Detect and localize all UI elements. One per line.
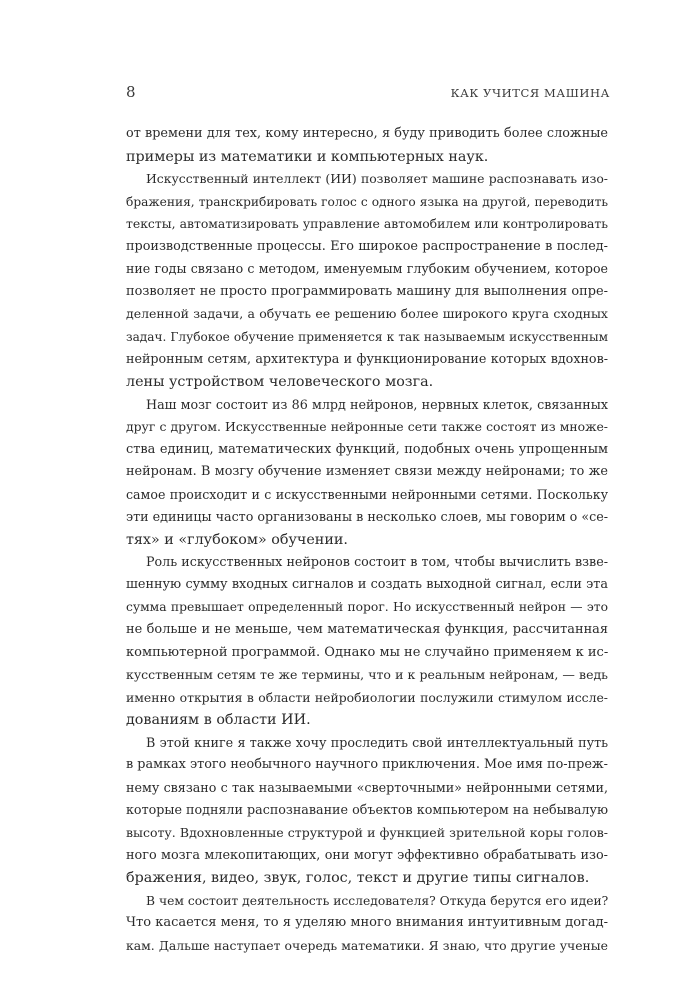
text-line: Искусственный интеллект (ИИ) позволяет машине распознавать изо-	[146, 171, 608, 187]
text-line: производственные процессы. Его широкое распространение в послед-	[126, 238, 608, 254]
text-line: самое происходит и с искусственными нейронными сетями. Поскольку	[126, 486, 608, 502]
text-line: дованиям в области ИИ.	[126, 712, 311, 729]
body-text	[126, 123, 608, 957]
text-line: Роль искусственных нейронов состоит в том, чтобы вычислить взве-	[146, 554, 608, 570]
text-line: не больше и не меньше, чем математическая функция, рассчитанная	[126, 622, 608, 638]
text-line: кусственным сетям те же термины, что и к реальным нейронам, — ведь	[126, 667, 608, 683]
text-line: которые подняли распознавание объектов компьютером на небывалую	[126, 802, 608, 818]
text-line: лены устройством человеческого мозга.	[126, 374, 434, 391]
text-line: нему связано с так называемыми «сверточными» нейронными сетями,	[126, 779, 608, 795]
text-line: сумма превышает определенный порог. Но искусственный нейрон — это	[126, 600, 608, 615]
text-line: нейронным сетям, архитектура и функционирование которых вдохнов-	[126, 351, 608, 367]
text-line: ние годы связано с методом, именуемым глубоким обучением, которое	[126, 261, 608, 277]
text-line: друг с другом. Искусственные нейронные сети также состоят из множе-	[126, 419, 608, 435]
text-line: тексты, автоматизировать управление автомобилем или контролировать	[126, 216, 608, 232]
text-line: Наш мозг состоит из 86 млрд нейронов, нервных клеток, связанных	[146, 396, 608, 412]
text-line: В этой книге я также хочу проследить свой интеллектуальный путь	[146, 734, 608, 750]
text-line: нейронам. В мозгу обучение изменяет связи между нейронами; то же	[126, 464, 608, 480]
text-line: бражения, транскрибировать голос с одного языка на другой, переводить	[126, 194, 608, 209]
text-line: ства единиц, математических функций, подобных очень упрощенным	[126, 441, 608, 457]
text-line: позволяет не просто программировать машину для выполнения опре-	[126, 283, 608, 299]
text-line: кам. Дальше наступает очередь математики. Я знаю, что другие ученые	[126, 937, 608, 953]
text-line: высоту. Вдохновленные структурой и функцией зрительной коры голов-	[126, 824, 608, 840]
text-line: эти единицы часто организованы в несколько слоев, мы говорим о «се-	[126, 509, 608, 525]
text-line: тях» и «глубоком» обучении.	[126, 531, 348, 548]
text-line: бражения, видео, звук, голос, текст и другие типы сигналов.	[126, 870, 590, 887]
text-line: шенную сумму входных сигналов и создать выходной сигнал, если эта	[126, 576, 608, 592]
text-line: ного мозга млекопитающих, они могут эффективно обрабатывать изо-	[126, 847, 608, 863]
running-title: КАК УЧИТСЯ МАШИНА	[450, 86, 610, 100]
text-line: именно открытия в области нейробиологии послужили стимулом иссле-	[126, 689, 608, 705]
text-line: компьютерной программой. Однако мы не случайно применяем к ис-	[126, 644, 609, 660]
text-line: Что касается меня, то я уделяю много внимания интуитивным догад-	[126, 915, 608, 931]
text-line: задач. Глубокое обучение применяется к так называемым искусственным	[126, 329, 608, 344]
text-line: В чем состоит деятельность исследователя? Откуда берутся его идеи?	[146, 893, 609, 908]
text-line: от времени для тех, кому интересно, я буду приводить более сложные	[126, 126, 608, 141]
text-line: в рамках этого необычного научного приключения. Мое имя по-преж-	[126, 757, 608, 773]
text-line: деленной задачи, а обучать ее решению более широкого круга сходных	[126, 306, 608, 322]
text-line: примеры из математики и компьютерных наук.	[126, 148, 489, 165]
page-number: 8	[126, 83, 136, 101]
